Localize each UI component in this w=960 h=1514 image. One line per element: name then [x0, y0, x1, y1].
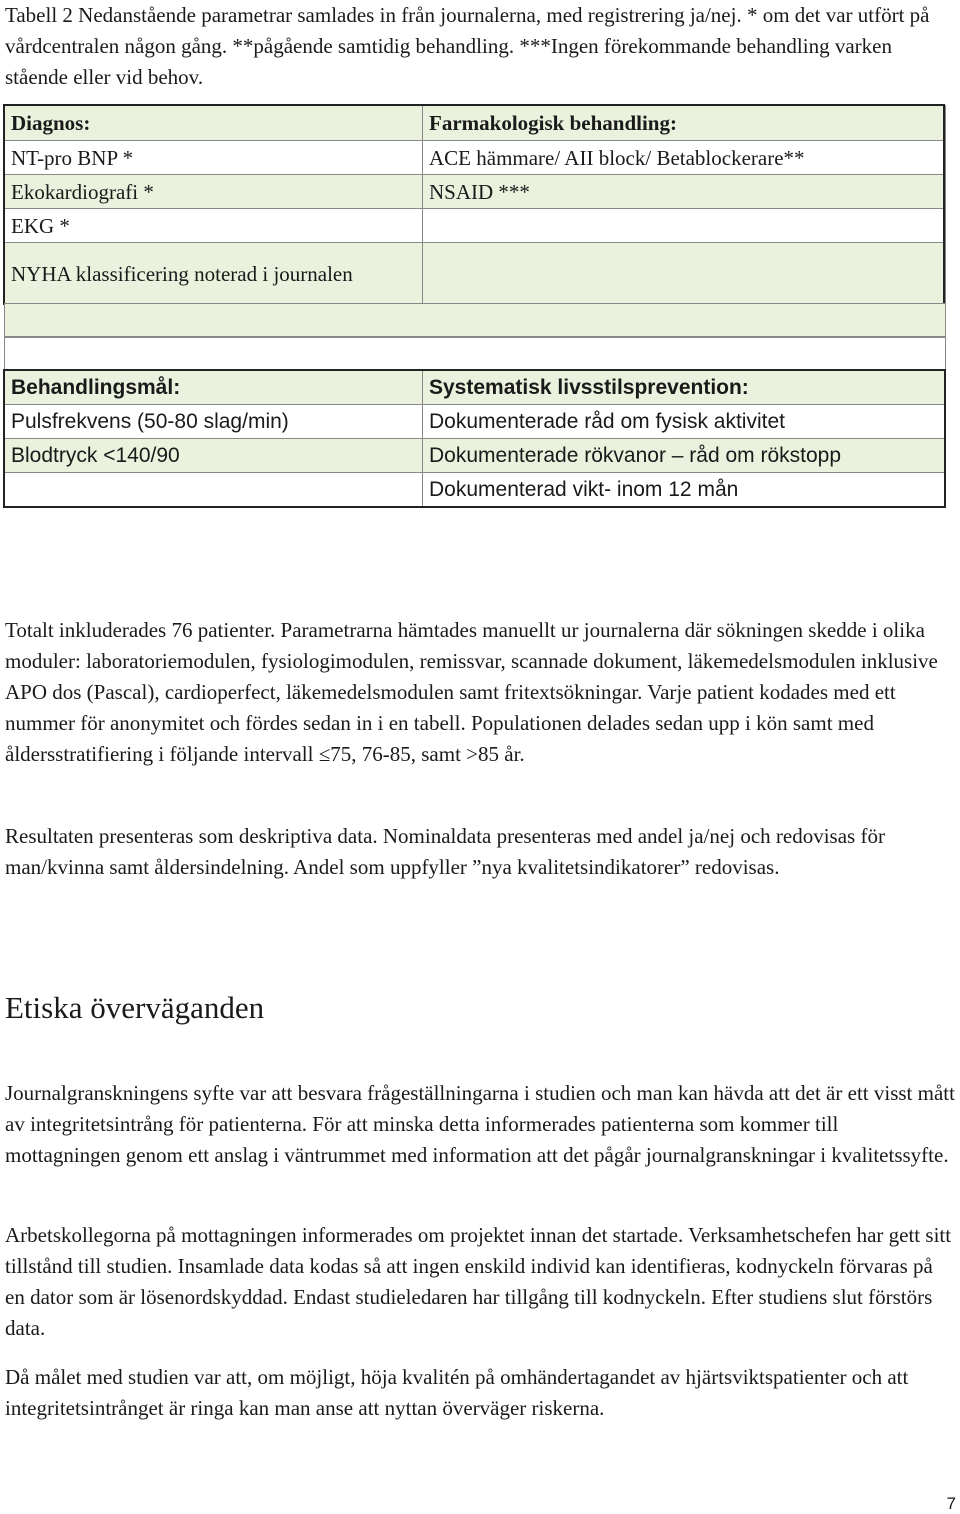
cell-farmakologisk-1: ACE hämmare/ AII block/ Betablockerare**	[423, 141, 946, 175]
cell-livsstil-3: Dokumenterad vikt- inom 12 mån	[423, 473, 946, 507]
cell-diagnos-2: Ekokardiografi *	[5, 175, 423, 209]
cell-diagnos-1: NT-pro BNP *	[5, 141, 423, 175]
paragraph-ethics-3: Då målet med studien var att, om möjligt, höja kvalitén på omhändertagandet av hjärtsviktspatienter och att integritetsintrånget är ringa kan man anse att nyttan överväger riskerna.	[5, 1365, 909, 1420]
cell-behandlingsmal-3	[5, 473, 423, 507]
paragraph-methods: Totalt inkluderades 76 patienter. Parametrarna hämtades manuellt ur journalerna där sökningen skedde i olika moduler: laboratoriemodulen, fysiologimodulen, remissvar, scannade dokument, läkemedelsmodulen inklusive APO dos (Pascal), cardioperfect, läkemedelsmodulen samt fritextsökningar. Varje patient kodades med ett nummer för anonymitet och fördes sedan in i en tabell. Populationen delades sedan upp i kön samt med åldersstratifiering i följande intervall ≤75, 76-85, samt >85 år.	[5, 618, 938, 766]
header-farmakologisk: Farmakologisk behandling:	[423, 106, 946, 141]
section-heading-ethics: Etiska överväganden	[5, 990, 265, 1025]
cell-farmakologisk-2: NSAID ***	[423, 175, 946, 209]
paragraph-ethics-2: Arbetskollegorna på mottagningen informerades om projektet innan det startade. Verksamhetschefen har gett sitt tillstånd till studien. Insamlade data kodas så att ingen enskild individ kan identifieras, kodnyckeln förvaras på en dator som är lösenordskyddad. Endast studieledaren har tillgång till kodnyckeln. Efter studiens slut förstörs data.	[5, 1223, 952, 1340]
header-behandlingsmal: Behandlingsmål:	[5, 371, 423, 405]
parameters-table-diagnosis	[4, 105, 946, 305]
cell-farmakologisk-4	[423, 243, 946, 305]
table-spacer-row	[4, 337, 946, 371]
table-caption: Tabell 2 Nedanstående parametrar samlades in från journalerna, med registrering ja/nej. * om det var utfört på vårdcentralen någon gång. **pågående samtidig behandling. ***Ingen förekommande behandling varken stående eller vid behov.	[5, 3, 930, 89]
table-spacer-row-shaded	[4, 303, 946, 337]
page-number: 7	[946, 1494, 956, 1513]
cell-diagnos-3: EKG *	[5, 209, 423, 243]
cell-behandlingsmal-2: Blodtryck <140/90	[5, 439, 423, 473]
paragraph-ethics-1: Journalgranskningens syfte var att besvara frågeställningarna i studien och man kan hävda att det är ett visst mått av integritetsintrång för patienterna. För att minska detta informerades patienterna som kommer till mottagningen genom ett anslag i väntrummet med information att det pågår journalgranskningar i kvalitetssyfte.	[5, 1081, 955, 1167]
cell-diagnos-4: NYHA klassificering noterad i journalen	[5, 243, 423, 305]
cell-farmakologisk-3	[423, 209, 946, 243]
cell-livsstil-2: Dokumenterade rökvanor – råd om rökstopp	[423, 439, 946, 473]
parameters-table-goals	[4, 370, 946, 507]
header-livsstilsprevention: Systematisk livsstilsprevention:	[423, 371, 946, 405]
cell-livsstil-1: Dokumenterade råd om fysisk aktivitet	[423, 405, 946, 439]
cell-behandlingsmal-1: Pulsfrekvens (50-80 slag/min)	[5, 405, 423, 439]
header-diagnos: Diagnos:	[5, 106, 423, 141]
paragraph-results: Resultaten presenteras som deskriptiva data. Nominaldata presenteras med andel ja/nej och redovisas för man/kvinna samt åldersindelning. Andel som uppfyller ”nya kvalitetsindikatorer” redovisas.	[5, 824, 885, 879]
